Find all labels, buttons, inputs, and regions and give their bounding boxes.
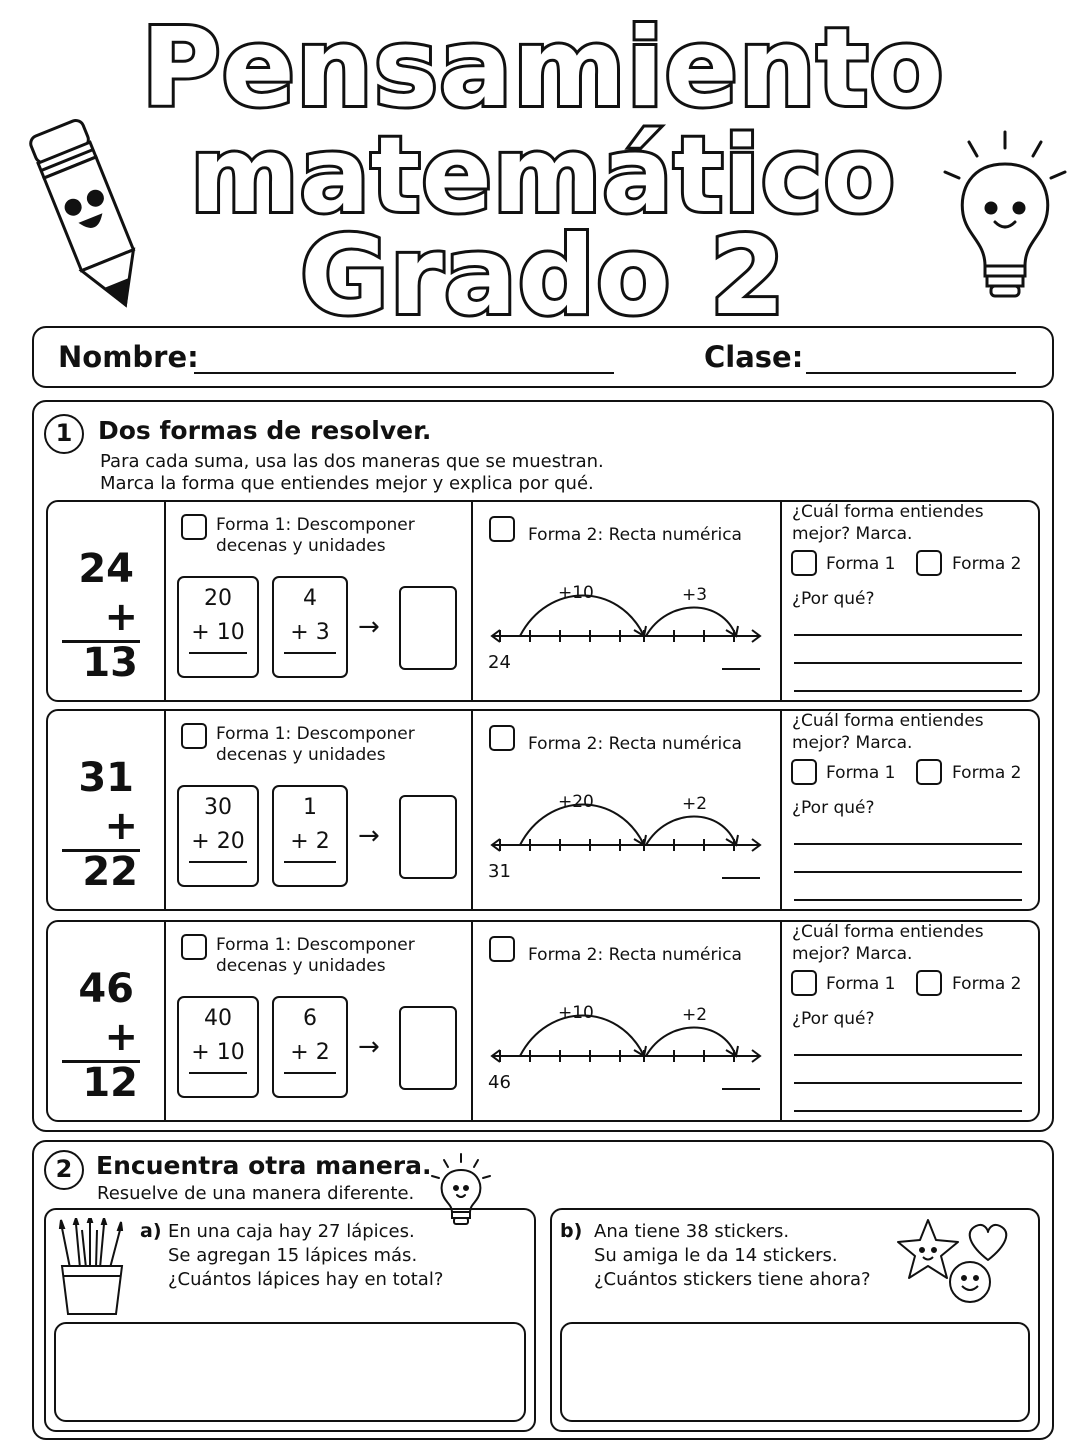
method1-checkbox-3[interactable] — [181, 934, 207, 960]
section-1-number: 1 — [44, 414, 84, 454]
problem-a-line-1: En una caja hay 27 lápices. — [168, 1221, 415, 1242]
title-line-1: Pensamiento — [141, 6, 945, 131]
jump2-label-3: +2 — [682, 1005, 708, 1025]
question-b-3: mejor? Marca. — [792, 944, 913, 964]
section-1-instruction-2: Marca la forma que entiendes mejor y explica por qué. — [100, 473, 594, 494]
ones-add-2: + 2 — [290, 829, 330, 854]
why-line-3-1[interactable] — [794, 690, 1022, 692]
method1-checkbox-1[interactable] — [181, 514, 207, 540]
choose-forma1-label-2: Forma 1 — [826, 763, 896, 783]
sum-line-2 — [62, 849, 140, 852]
start-number-3: 46 — [488, 1072, 511, 1093]
method2-checkbox-1[interactable] — [489, 516, 515, 542]
problem-a-line-3: ¿Cuántos lápices hay en total? — [168, 1269, 444, 1290]
problem-a-line-2: Se agregan 15 lápices más. — [168, 1245, 418, 1266]
ones-value-1: 4 — [303, 586, 317, 611]
problem-a-label: a) — [140, 1220, 162, 1242]
section-2-subtitle: Resuelve de una manera diferente. — [97, 1183, 415, 1204]
sum-line-1 — [62, 640, 140, 643]
number-line-answer-1[interactable] — [722, 668, 760, 670]
name-class-box — [32, 326, 1054, 388]
ones-box-2 — [272, 785, 348, 887]
tens-add-1: + 10 — [191, 620, 245, 645]
addend-bottom-1: + 13 — [82, 594, 138, 686]
ones-add-1: + 3 — [290, 620, 330, 645]
number-line-3 — [488, 1000, 768, 1072]
method1-label-b-3: decenas y unidades — [216, 956, 386, 976]
jump1-label-1: +10 — [558, 583, 594, 603]
section-2-title: Encuentra otra manera. — [96, 1151, 432, 1180]
method1-label-b-1: decenas y unidades — [216, 536, 386, 556]
title-line-2: matemático — [190, 114, 896, 236]
pencil-cup-icon — [56, 1218, 132, 1318]
jump2-label-1: +3 — [682, 585, 708, 605]
addend-top-1: 24 — [78, 546, 134, 592]
section-2-number: 2 — [44, 1150, 84, 1190]
arrow-icon: → — [358, 612, 380, 642]
method1-label-a-1: Forma 1: Descomponer — [216, 515, 415, 535]
why-line-2-2[interactable] — [794, 871, 1022, 873]
addend-top-2: 31 — [78, 755, 134, 801]
tens-value-2: 30 — [204, 795, 232, 820]
addend-top-3: 46 — [78, 966, 134, 1012]
problem-b-line-2: Su amiga le da 14 stickers. — [594, 1245, 838, 1266]
why-label-2: ¿Por qué? — [792, 798, 875, 818]
ones-add-3: + 2 — [290, 1040, 330, 1065]
method1-label-b-2: decenas y unidades — [216, 745, 386, 765]
problem-b-answer-area[interactable] — [560, 1322, 1030, 1422]
tens-box-1 — [177, 576, 259, 678]
choose-forma1-checkbox-1[interactable] — [791, 550, 817, 576]
choose-forma2-label-1: Forma 2 — [952, 554, 1022, 574]
name-input-line[interactable] — [194, 372, 614, 374]
class-label: Clase: — [704, 340, 804, 374]
method1-label-a-3: Forma 1: Descomponer — [216, 935, 415, 955]
method1-checkbox-2[interactable] — [181, 723, 207, 749]
choose-forma1-checkbox-3[interactable] — [791, 970, 817, 996]
why-line-3-2[interactable] — [794, 899, 1022, 901]
lightbulb-mascot-icon — [935, 128, 1075, 308]
tens-value-3: 40 — [204, 1006, 232, 1031]
why-line-2-3[interactable] — [794, 1082, 1022, 1084]
problem-a-answer-area[interactable] — [54, 1322, 526, 1422]
ones-box-1 — [272, 576, 348, 678]
method2-label-1: Forma 2: Recta numérica — [528, 525, 742, 545]
why-line-2-1[interactable] — [794, 662, 1022, 664]
problem-b-line-3: ¿Cuántos stickers tiene ahora? — [594, 1269, 871, 1290]
choose-forma2-checkbox-3[interactable] — [916, 970, 942, 996]
number-line-1 — [488, 580, 768, 652]
addend-bottom-3: + 12 — [82, 1014, 138, 1106]
jump2-label-2: +2 — [682, 794, 708, 814]
method1-label-a-2: Forma 1: Descomponer — [216, 724, 415, 744]
name-label: Nombre: — [58, 340, 199, 374]
sum-line-3 — [62, 1060, 140, 1063]
arrow-icon: → — [358, 821, 380, 851]
number-line-answer-2[interactable] — [722, 877, 760, 879]
question-a-1: ¿Cuál forma entiendes — [792, 502, 984, 522]
tens-add-3: + 10 — [191, 1040, 245, 1065]
number-line-answer-3[interactable] — [722, 1088, 760, 1090]
why-line-3-3[interactable] — [794, 1110, 1022, 1112]
question-a-2: ¿Cuál forma entiendes — [792, 711, 984, 731]
choose-forma2-checkbox-2[interactable] — [916, 759, 942, 785]
title-line-3: Grado 2 — [299, 214, 787, 339]
method1-answer-box-2[interactable] — [399, 795, 457, 879]
jump1-label-2: +20 — [558, 792, 594, 812]
choose-forma1-label-3: Forma 1 — [826, 974, 896, 994]
pencil-mascot-icon — [28, 112, 148, 317]
addend-bottom-2: + 22 — [82, 803, 138, 895]
ones-value-3: 6 — [303, 1006, 317, 1031]
method2-label-2: Forma 2: Recta numérica — [528, 734, 742, 754]
choose-forma2-checkbox-1[interactable] — [916, 550, 942, 576]
method2-checkbox-3[interactable] — [489, 936, 515, 962]
choose-forma2-label-2: Forma 2 — [952, 763, 1022, 783]
choose-forma1-checkbox-2[interactable] — [791, 759, 817, 785]
choose-forma1-label-1: Forma 1 — [826, 554, 896, 574]
question-b-1: mejor? Marca. — [792, 524, 913, 544]
ones-value-2: 1 — [303, 795, 317, 820]
ones-box-3 — [272, 996, 348, 1098]
why-line-1-2[interactable] — [794, 843, 1022, 845]
why-label-3: ¿Por qué? — [792, 1009, 875, 1029]
method1-answer-box-1[interactable] — [399, 586, 457, 670]
method2-label-3: Forma 2: Recta numérica — [528, 945, 742, 965]
question-b-2: mejor? Marca. — [792, 733, 913, 753]
section-1-title: Dos formas de resolver. — [98, 416, 432, 445]
method1-answer-box-3[interactable] — [399, 1006, 457, 1090]
question-a-3: ¿Cuál forma entiendes — [792, 922, 984, 942]
arrow-icon: → — [358, 1032, 380, 1062]
tens-add-2: + 20 — [191, 829, 245, 854]
number-line-2 — [488, 789, 768, 861]
tens-box-2 — [177, 785, 259, 887]
tens-box-3 — [177, 996, 259, 1098]
class-input-line[interactable] — [806, 372, 1016, 374]
why-line-1-3[interactable] — [794, 1054, 1022, 1056]
problem-b-label: b) — [560, 1220, 583, 1242]
start-number-1: 24 — [488, 652, 511, 673]
choose-forma2-label-3: Forma 2 — [952, 974, 1022, 994]
why-label-1: ¿Por qué? — [792, 589, 875, 609]
method2-checkbox-2[interactable] — [489, 725, 515, 751]
start-number-2: 31 — [488, 861, 511, 882]
problem-b-line-1: Ana tiene 38 stickers. — [594, 1221, 790, 1242]
jump1-label-3: +10 — [558, 1003, 594, 1023]
section-1-instruction-1: Para cada suma, usa las dos maneras que se muestran. — [100, 451, 604, 472]
tens-value-1: 20 — [204, 586, 232, 611]
stickers-icon — [894, 1212, 1024, 1310]
why-line-1-1[interactable] — [794, 634, 1022, 636]
